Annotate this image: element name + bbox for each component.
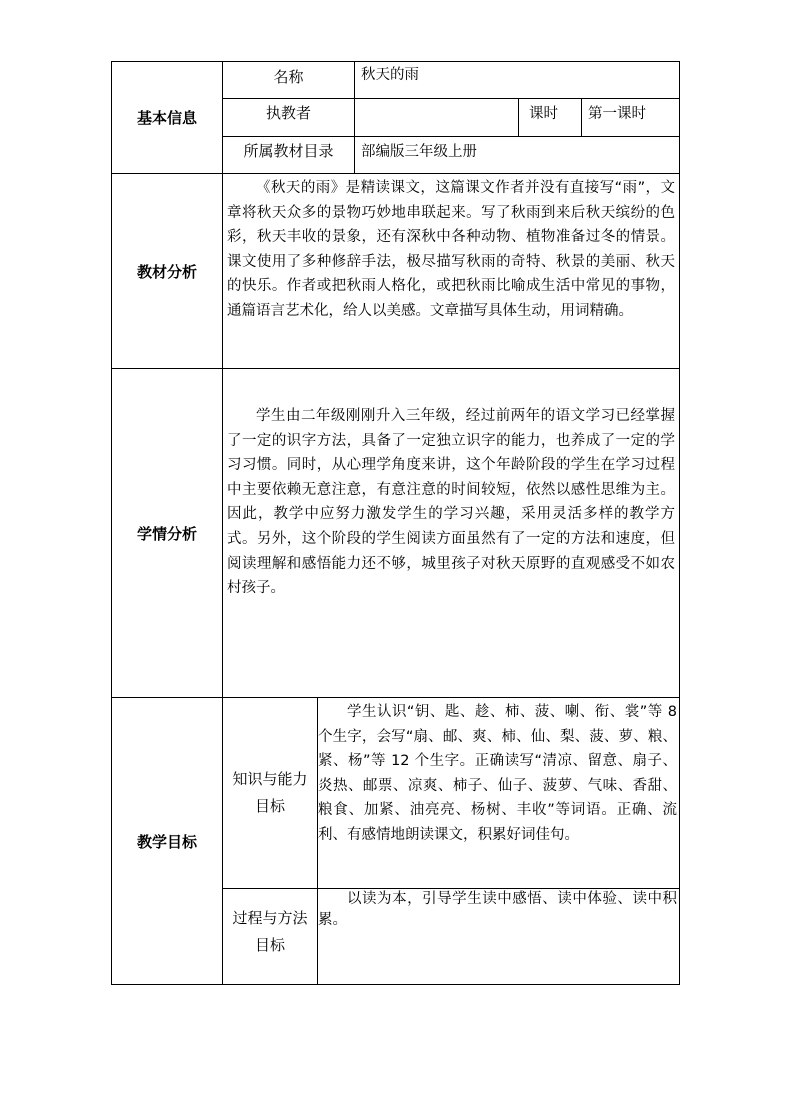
student-analysis-text: 学生由二年级刚刚升入三年级，经过前两年的语文学习已经掌握了一定的识字方法，具备了一定独立识字的能力，也养成了一定的学习习惯。同时，从心理学角度来讲，这个年龄阶段的学生在学习过程中主要依赖无意注意，有意注意的时间较短，依然以感性思维为主。因此，教学中应努力激发学生的学习兴趣，采用灵活多样的教学方式。另外，这个阶段的学生阅读方面虽然有了一定的方法和速度，但阅读理解和感悟能力还不够，城里孩子对秋天原野的直观感受不如农村孩子。 [227, 408, 675, 597]
textbook-label: 所属教材目录 [243, 141, 334, 160]
period-value: 第一课时 [588, 106, 646, 122]
student-analysis-heading: 学情分析 [136, 524, 197, 543]
knowledge-goal-label-line1: 知识与能力 [232, 770, 308, 788]
knowledge-goal-label-line2: 目标 [254, 797, 285, 815]
period-label: 课时 [529, 106, 558, 122]
name-value: 秋天的雨 [361, 67, 419, 83]
teaching-goals-heading: 教学目标 [136, 832, 197, 851]
name-label: 名称 [273, 68, 304, 86]
process-goal-label-line2: 目标 [254, 936, 285, 954]
process-goal-label [223, 889, 317, 984]
process-goal-text: 以读为本，引导学生读中感悟、读中体验、读中积累。 [318, 891, 677, 928]
knowledge-goal-label [223, 698, 317, 888]
table-border-right [679, 61, 680, 985]
process-goal-label-line1: 过程与方法 [232, 909, 308, 927]
table-border-bottom [111, 984, 680, 985]
teacher-label: 执教者 [265, 103, 311, 122]
basic-info-heading: 基本信息 [136, 109, 197, 127]
teacher-value [355, 99, 518, 136]
textbook-value: 部编版三年级上册 [361, 144, 477, 160]
material-analysis-text: 《秋天的雨》是精读课文，这篇课文作者并没有直接写“雨”，文章将秋天众多的景物巧妙地串联起来。写了秋雨到来后秋天缤纷的色彩，秋天丰收的景象，还有深秋中各种动物、植物准备过冬的情景。 课文使用了多种修辞手法，极尽描写秋雨的奇特、秋景的美丽、秋天的快乐。作者或把秋雨人格化，或把秋雨比喻成生活中常见的事物，通篇语言艺术化，给人以美感。文章描写具体生动，用词精确。 [227, 180, 675, 319]
material-analysis-heading: 教材分析 [136, 262, 197, 281]
knowledge-goal-text: 学生认识“钥、匙、趁、柿、菠、喇、衔、裳”等 8 个生字，会写“扇、邮、爽、柿、仙、梨、菠、萝、粮、紧、杨”等 12 个生字。正确读写“清凉、留意、扇子、炎热、邮票、凉爽、柿子、仙子、菠萝、气味、香甜、粮食、加紧、油亮亮、杨树、丰收”等词语。正确、流利、有感情地朗读课文，积累好词佳句。 [318, 704, 677, 843]
